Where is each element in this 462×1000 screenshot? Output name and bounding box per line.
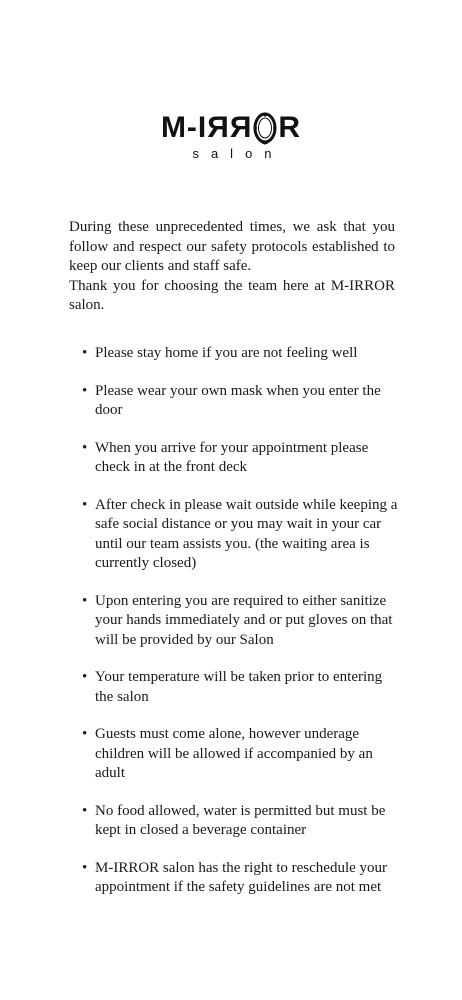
- rule-item: [80, 725, 402, 784]
- bullet-icon: •: [82, 726, 88, 742]
- rule-text: Please wear your own mask when you enter the door: [95, 382, 381, 418]
- intro-paragraph-1: During these unprecedented times, we ask that you follow and respect our safety protocols established to keep our clients and staff safe.: [69, 219, 395, 274]
- ornate-mirror-icon: [253, 111, 277, 145]
- rule-item: [80, 496, 402, 574]
- rule-item: [80, 859, 402, 898]
- rule-text: Please stay home if you are not feeling well: [95, 345, 358, 361]
- bullet-icon: •: [82, 345, 88, 361]
- logo-text-right: R: [278, 111, 302, 144]
- salon-logo: [0, 110, 462, 161]
- rule-text: Guests must come alone, however underage children will be allowed if accompanied by an adult: [95, 726, 373, 781]
- rule-text: When you arrive for your appointment please check in at the front deck: [95, 439, 369, 475]
- rule-text: After check in please wait outside while keeping a safe social distance or you may wait in your car until our team assists you. (the waiting area is currently closed): [95, 496, 398, 571]
- logo-wordmark: [161, 110, 301, 146]
- rule-text: Your temperature will be taken prior to entering the salon: [95, 669, 383, 705]
- bullet-icon: •: [82, 859, 88, 876]
- bullet-icon: •: [82, 439, 88, 456]
- bullet-icon: •: [82, 496, 88, 513]
- logo-text-mirror: ЯЯ: [207, 111, 253, 144]
- intro-text: [69, 218, 395, 316]
- rule-text: No food allowed, water is permitted but must be kept in closed a beverage container: [95, 802, 386, 838]
- bullet-icon: •: [82, 382, 88, 399]
- bullet-icon: •: [82, 669, 88, 685]
- bullet-icon: •: [82, 592, 88, 609]
- logo-text-left: M-I: [160, 111, 208, 144]
- bullet-icon: •: [82, 802, 88, 819]
- rule-item: [80, 592, 402, 651]
- rule-item: [80, 344, 402, 364]
- rule-item: [80, 382, 402, 421]
- logo-subtitle: salon: [192, 146, 284, 161]
- rule-item: [80, 668, 402, 707]
- safety-rules-list: [80, 344, 402, 916]
- rule-item: [80, 439, 402, 478]
- rule-item: [80, 802, 402, 841]
- rule-text: Upon entering you are required to either sanitize your hands immediately and or put gloves on that will be provided by our Salon: [95, 592, 393, 648]
- rule-text: M-IRROR salon has the right to reschedule your appointment if the safety guidelines are not met: [95, 859, 388, 895]
- intro-paragraph-2: Thank you for choosing the team here at M-IRROR salon.: [69, 277, 395, 313]
